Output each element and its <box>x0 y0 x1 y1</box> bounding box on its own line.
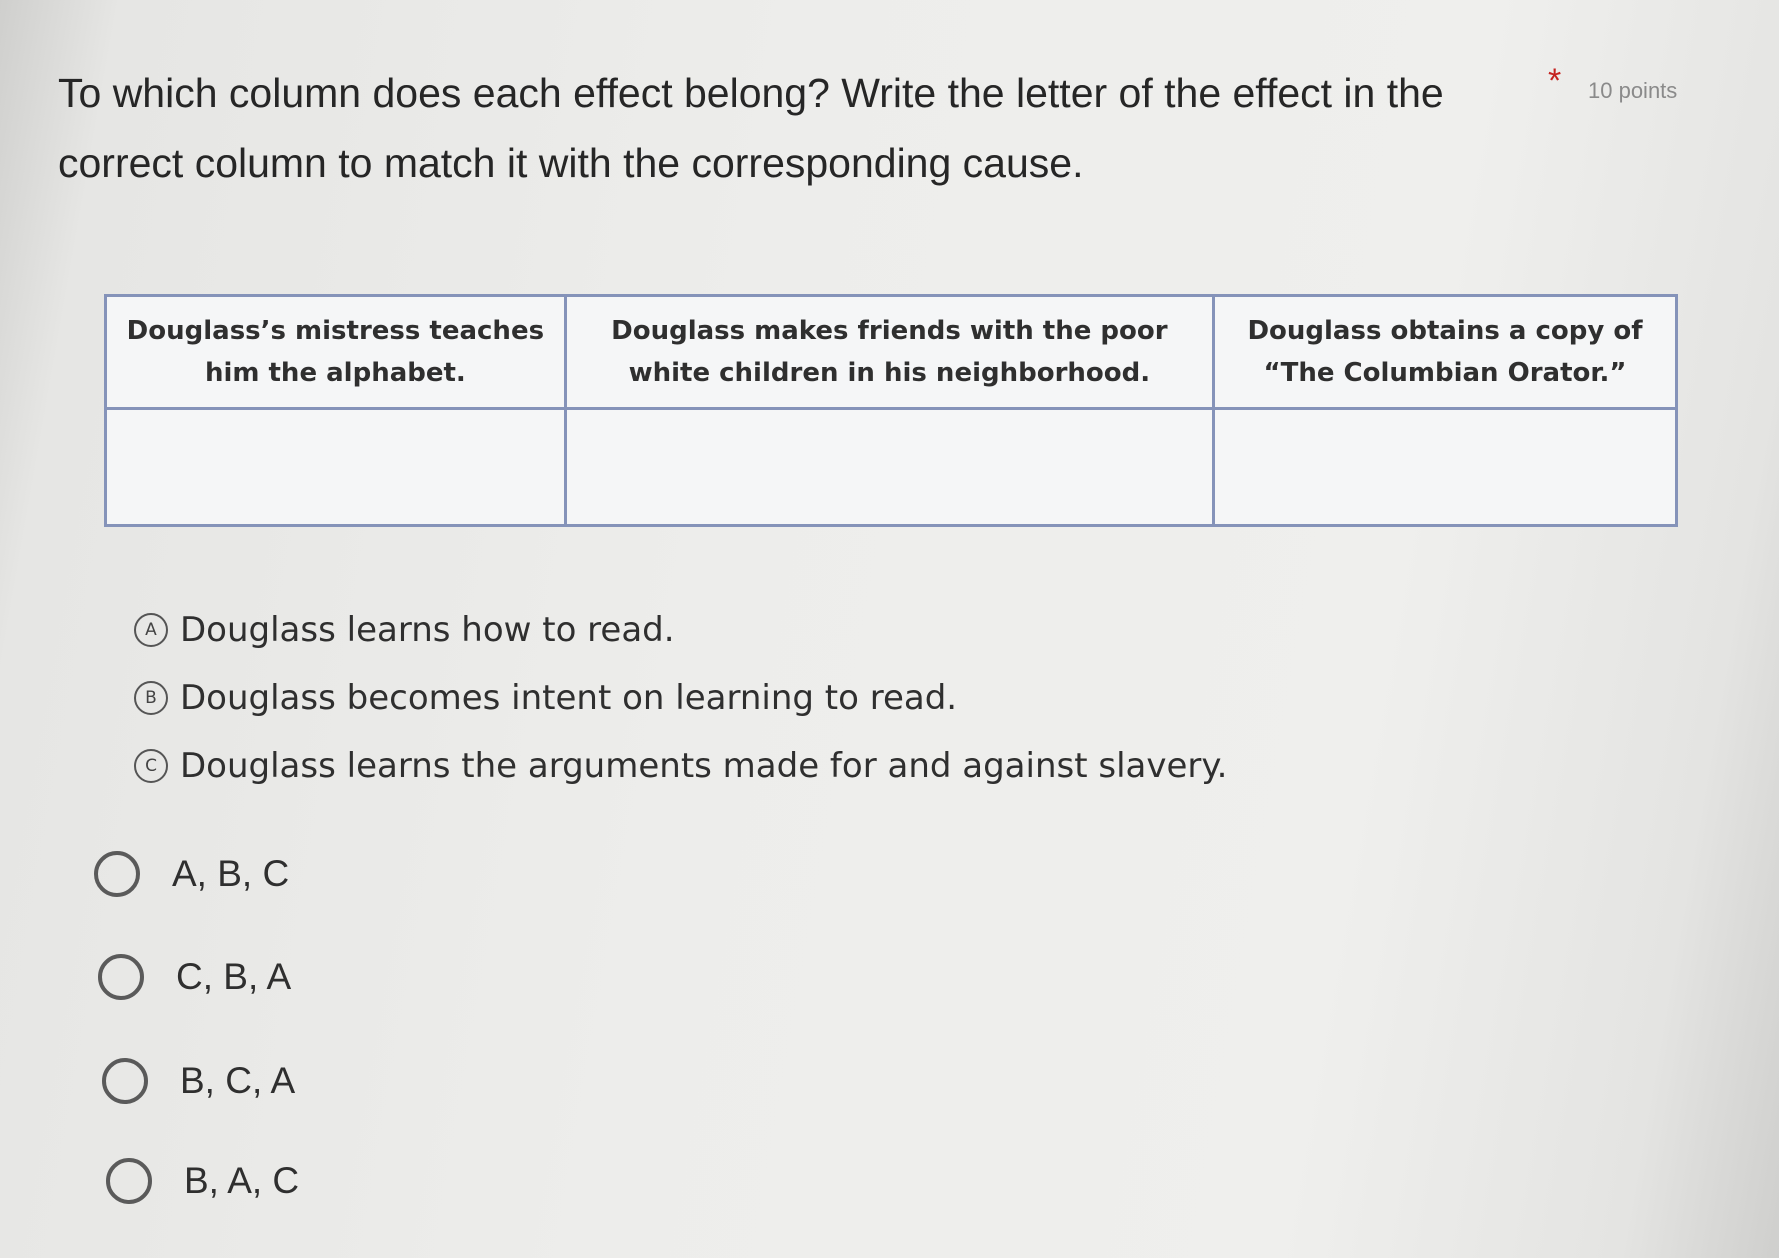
letter-b-icon: B <box>134 681 168 715</box>
radio-button-icon[interactable] <box>106 1158 152 1204</box>
question-title: To which column does each effect belong? Write the letter of the effect in the correct column to match it with the corresponding cause. <box>58 70 1444 186</box>
option-label: B, C, A <box>180 1060 296 1101</box>
required-marker: * <box>1548 62 1562 100</box>
letter-c-icon: C <box>134 749 168 783</box>
effect-text-a: Douglass learns how to read. <box>180 610 675 650</box>
radio-button-icon[interactable] <box>94 851 140 897</box>
answer-option-1[interactable] <box>94 851 289 897</box>
cause-header-2: Douglass makes friends with the poor white children in his neighborhood. <box>565 296 1213 409</box>
effect-text-c: Douglass learns the arguments made for and against slavery. <box>180 746 1228 786</box>
answer-cell-2 <box>565 409 1213 526</box>
option-label: C, B, A <box>176 956 292 997</box>
cause-effect-table <box>104 294 1678 527</box>
option-label: B, A, C <box>184 1160 300 1201</box>
letter-a-icon: A <box>134 613 168 647</box>
effect-item-a <box>134 610 675 650</box>
cause-header-1: Douglass’s mistress teaches him the alphabet. <box>106 296 566 409</box>
table-header-row <box>106 296 1677 409</box>
radio-button-icon[interactable] <box>102 1058 148 1104</box>
table-answer-row <box>106 409 1677 526</box>
answer-cell-1 <box>106 409 566 526</box>
answer-option-4[interactable] <box>106 1158 299 1204</box>
answer-option-2[interactable] <box>98 954 291 1000</box>
effect-item-b <box>134 678 957 718</box>
answer-cell-3 <box>1213 409 1676 526</box>
option-label: A, B, C <box>172 853 290 894</box>
cause-header-3: Douglass obtains a copy of “The Columbian Orator.” <box>1213 296 1676 409</box>
effect-item-c <box>134 746 1227 786</box>
points-label: 10 points <box>1588 78 1678 103</box>
effect-text-b: Douglass becomes intent on learning to read. <box>180 678 958 718</box>
radio-button-icon[interactable] <box>98 954 144 1000</box>
answer-option-3[interactable] <box>102 1058 295 1104</box>
